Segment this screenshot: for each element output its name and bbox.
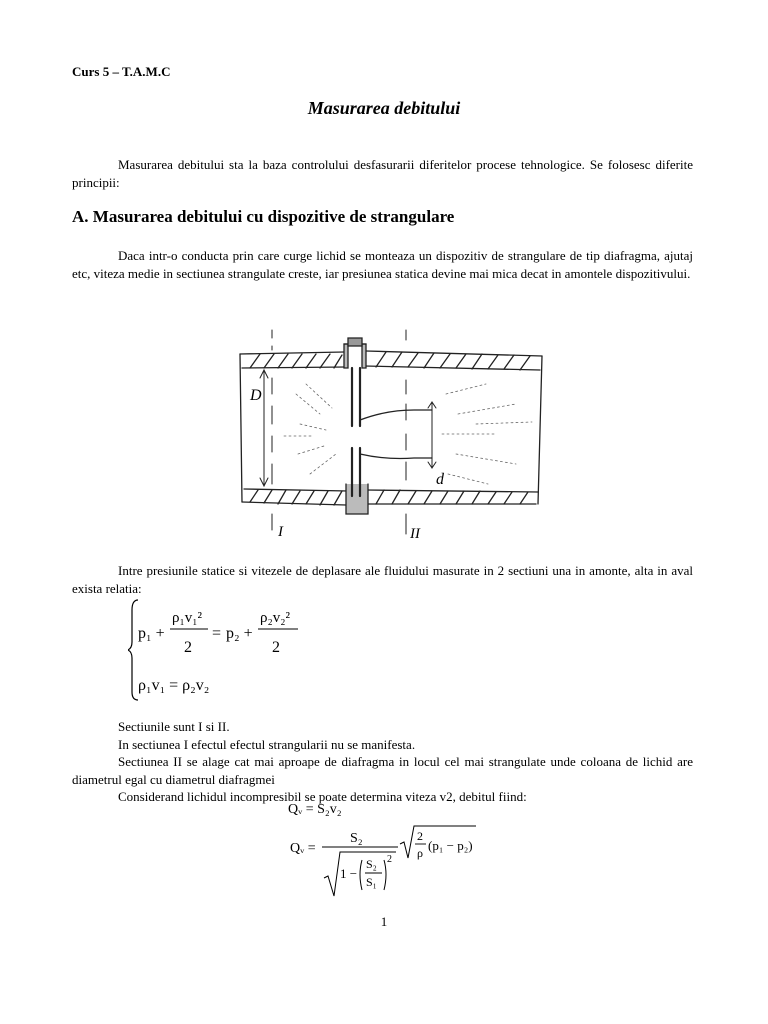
eq1-frac2-num: ρ₂v₂² bbox=[260, 610, 290, 626]
note-line-2: In sectiunea I efectul efectul strangularii nu se manifesta. bbox=[118, 736, 416, 752]
qv2-one-minus: 1 − bbox=[340, 866, 358, 881]
eq1-right: p₂ + bbox=[226, 625, 253, 642]
notes-block bbox=[72, 718, 693, 806]
figure-label-II: II bbox=[410, 526, 420, 542]
qv2-lhs: Qᵥ = bbox=[290, 841, 316, 856]
eq1-frac1-num: ρ₁v₁² bbox=[172, 610, 202, 626]
qv2-frac-num: S₂ bbox=[366, 857, 377, 871]
eq1-equals: = bbox=[212, 625, 222, 642]
page-title: Masurarea debitului bbox=[307, 98, 461, 118]
eq2: ρ₁v₁ = ρ₂v₂ bbox=[138, 677, 210, 694]
qv2-sqrt-den: ρ bbox=[417, 846, 423, 860]
formula-qv-full bbox=[286, 822, 486, 900]
qv2-numerator: S₂ bbox=[350, 831, 363, 846]
section-a-paragraph: Daca intr-o conducta prin care curge lichid se monteaza un dispozitiv de strangulare de tip diafragma, ajutaj etc, viteza medie in sectiunea strangulate creste, iar presiunea statica devine mai mica decat in amontele dispozitivului. bbox=[72, 248, 693, 281]
note-line-4: Considerand lichidul incompresibil se poate determina viteza v2, debitul fiind: bbox=[118, 789, 527, 805]
equation-system bbox=[128, 596, 308, 704]
page-number: 1 bbox=[380, 914, 388, 929]
relation-paragraph: Intre presiunile statice si vitezele de deplasare ale fluidului masurate in 2 sectiuni una in amonte, alta in aval exista relatia: bbox=[72, 563, 693, 596]
qv2-sqrt-num: 2 bbox=[417, 829, 423, 843]
section-a-heading: A. Masurarea debitului cu dispozitive de strangulare bbox=[72, 207, 455, 226]
figure-label-d: d bbox=[436, 471, 444, 488]
qv2-exponent: 2 bbox=[387, 854, 392, 865]
figure-label-I: I bbox=[278, 524, 283, 540]
orifice-plate-figure bbox=[236, 324, 548, 546]
intro-paragraph: Masurarea debitului sta la baza controlului desfasurarii diferitelor procese tehnologice. Se folosesc diferite principii: bbox=[72, 157, 693, 190]
note-line-3: Sectiunea II se alage cat mai aproape de diafragma in locul cel mai strangulate unde coloana de lichid are diametrul egal cu diametrul diafragmei bbox=[72, 754, 693, 787]
formula-qv-simple: Qᵥ = S₂v₂ bbox=[288, 802, 342, 817]
eq1-left: p₁ + bbox=[138, 625, 165, 642]
note-line-1: Sectiunile sunt I si II. bbox=[118, 719, 230, 734]
course-header: Curs 5 – T.A.M.C bbox=[72, 64, 171, 79]
eq1-frac1-den: 2 bbox=[184, 639, 192, 656]
figure-label-D: D bbox=[250, 387, 262, 404]
qv2-frac-den: S₁ bbox=[366, 875, 377, 889]
eq1-frac2-den: 2 bbox=[272, 639, 280, 656]
qv2-pressure: (p₁ − p₂) bbox=[428, 838, 473, 853]
